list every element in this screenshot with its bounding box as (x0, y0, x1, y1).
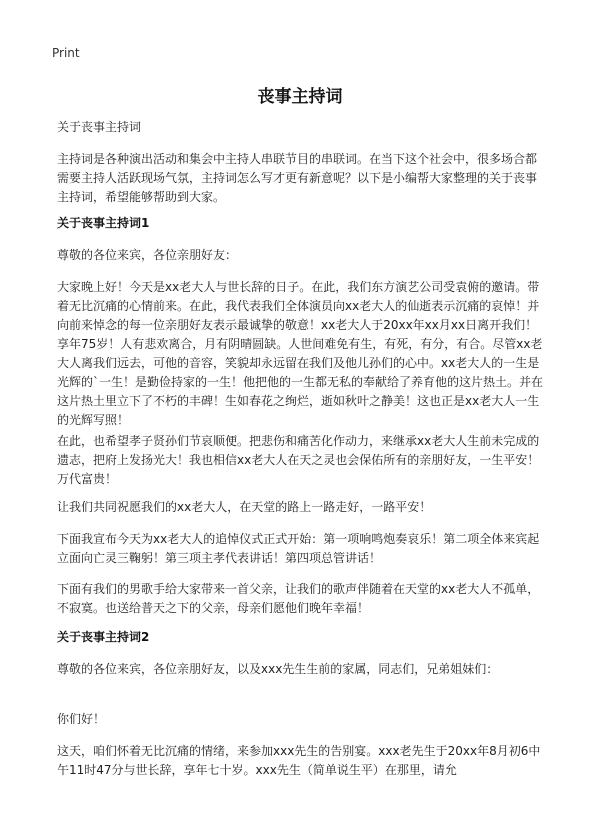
section1-paragraph-3: 让我们共同祝愿我们的xx老大人，在天堂的路上一路走好，一路平安！ (57, 500, 432, 514)
section2-paragraph: 这天，咱们怀着无比沉痛的情绪，来参加xxx先生的告别宴。xxx老先生于20xx年8月初6中午11时47分与世长辞，享年七十岁。xxx先生（简单说生平）在那里，请允 (57, 744, 541, 777)
section1-paragraph-1: 大家晚上好！今天是xx老大人与世长辞的日子。在此，我们东方演艺公司受袁俯的邀请。带着无比沉痛的心情前来。在此，我代表我们全体演员向xx老大人的仙逝表示沉痛的哀悼！并向前来悼念的每一位亲朋好友表示最诚挚的敬意！xx老大人于20xx年xx月xx日离开我们！享年75岁！人有悲欢离合，月有阴晴圆缺。人世间难免有生，有死，有分，有合。尽管xx老大人离我们远去，可他的音容，笑貌却永远留在我们及他儿孙们的心中。xx老大人的一生是光辉的`一生！是勤俭持家的一生！他把他的一生都无私的奉献给了养育他的这片热土。并在这片热土里立下了不朽的丰碑！生如春花之绚烂，逝如秋叶之静美！这也正是xx老大人一生的光辉写照！ (57, 280, 544, 427)
section2-greeting: 尊敬的各位来宾，各位亲朋好友，以及xxx先生生前的家属，同志们，兄弟姐妹们： (57, 662, 499, 676)
intro-paragraph: 主持词是各种演出活动和集会中主持人串联节目的串联词。在当下这个社会中，很多场合都需要主持人活跃现场气氛，主持词怎么写才更有新意呢？以下是小编帮大家整理的关于丧事主持词，希望能够帮助到大家。 (57, 152, 538, 204)
section2-heading: 关于丧事主持词2 (57, 630, 150, 644)
section1-greeting: 尊敬的各位来宾，各位亲朋好友： (57, 248, 238, 262)
section1-paragraph-2: 在此，也希望孝子贤孙们节哀顺便。把悲伤和痛苦化作动力，来继承xx老大人生前未完成的遗志，把府上发扬光大！我也相信xx老大人在天之灵也会保佑所有的亲朋好友，一生平安！万代富贵！ (57, 434, 540, 486)
print-link[interactable]: Print (52, 46, 80, 60)
section1-heading: 关于丧事主持词1 (57, 216, 150, 230)
intro-label: 关于丧事主持词 (57, 120, 142, 134)
section1-paragraph-4: 下面我宣布今天为xx老大人的追悼仪式正式开始：第一项响鸣炮奏哀乐！第二项全体来宾起立面向亡灵三鞠躬！第三项主孝代表讲话！第四项总管讲话！ (57, 532, 540, 565)
section2-hello: 你们好！ (57, 712, 106, 726)
page-title: 丧事主持词 (257, 87, 343, 107)
section1-paragraph-5: 下面有我们的男歌手给大家带来一首父亲，让我们的歌声伴随着在天堂的xx老大人不孤单，不寂寞。也送给普天之下的父亲，母亲们愿他们晚年幸福！ (57, 582, 540, 615)
